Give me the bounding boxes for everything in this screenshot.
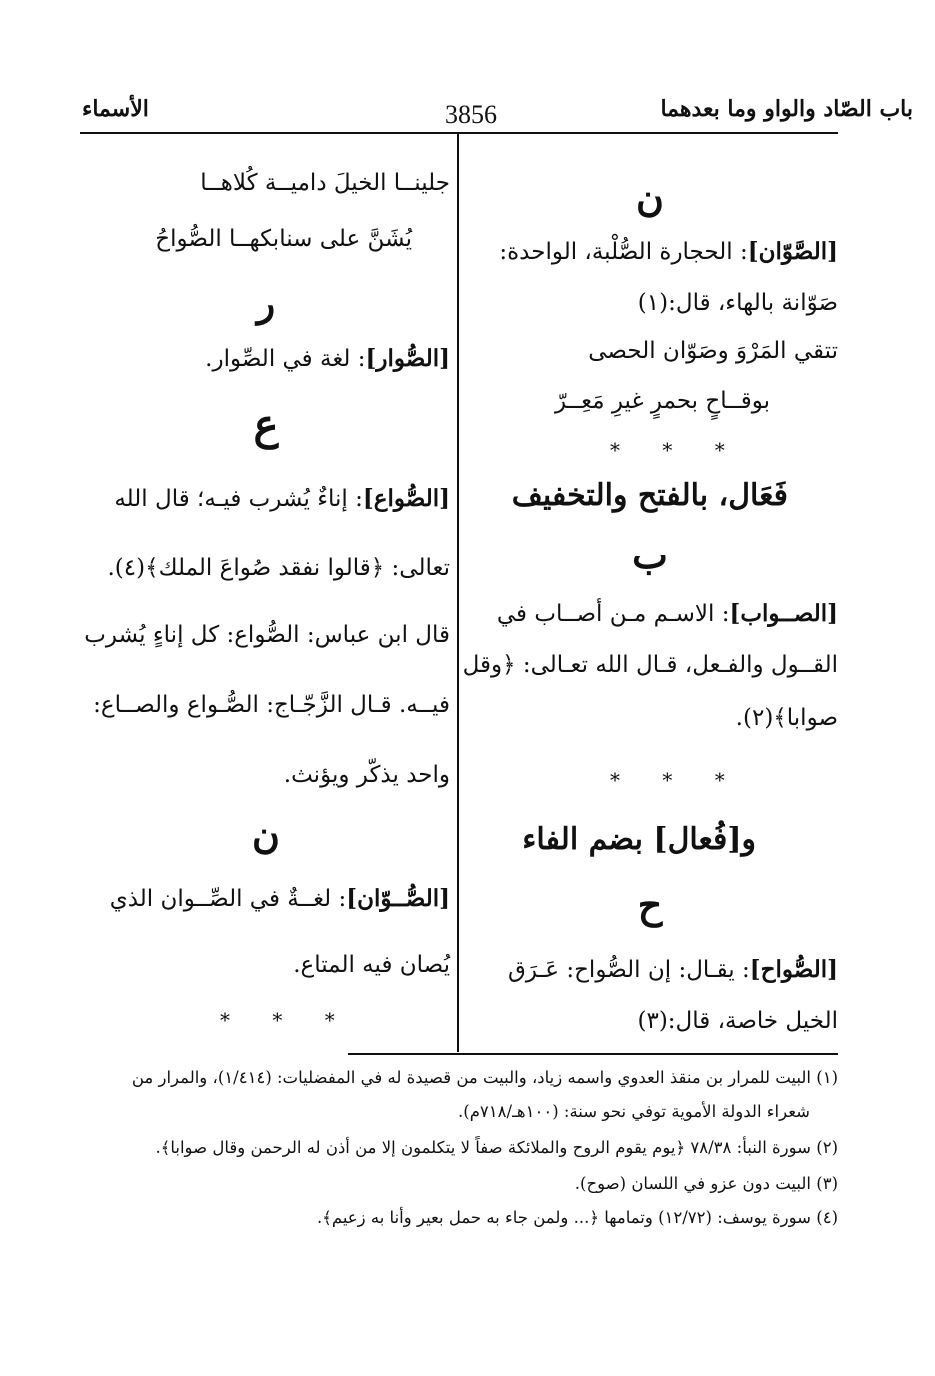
footnote-3: (٣) البيت دون عزو في اللسان (صوح). xyxy=(574,1174,838,1193)
entry-text: : الاسـم مـن أصــاب في xyxy=(496,601,730,627)
letter-heading-ra: ر xyxy=(256,280,276,325)
entry-headword: [الصُّواع] xyxy=(362,485,450,512)
footnote-2: (٢) سورة النبأ: ٧٨/٣٨ ﴿يوم يقوم الروح والملائكة صفاً لا يتكلمون إلا من أذن له الرحمن وقال صوابا﴾. xyxy=(155,1138,838,1157)
verse-line: يُشَنَّ على سنابكهــا الصُّواحُ xyxy=(155,226,412,252)
entry-suwa xyxy=(114,485,450,512)
entry-sawab xyxy=(497,600,838,627)
entry-text: صَوّانة بالهاء، قال:(١) xyxy=(637,290,838,316)
verse-line: تتقي المَرْوَ وصَوّان الحصى xyxy=(588,338,838,364)
entry-suwah xyxy=(508,956,838,983)
letter-heading-nun: ن xyxy=(636,175,664,220)
entry-text: صوابا﴾(٢). xyxy=(735,705,838,731)
entry-text: : الحجارة الصُّلْبة، الواحدة: xyxy=(499,239,748,265)
verse-line: بوقــاحٍ بحمرٍ غيرِ مَعِــرّ xyxy=(554,388,770,414)
section-separator: * * * xyxy=(610,768,743,792)
entry-text: فيــه. قـال الزَّجّـاج: الصُّـواع والصــاع: xyxy=(93,692,450,718)
entry-text: يُصان فيه المتاع. xyxy=(293,952,450,978)
running-header-left: الأسماء xyxy=(82,96,149,122)
entry-text: : لغــةٌ في الصِّــوان الذي xyxy=(109,886,347,912)
section-separator: * * * xyxy=(220,1008,353,1032)
footnote-rule xyxy=(348,1053,838,1055)
entry-text: : يقـال: إن الصُّواح: عَـرَق xyxy=(508,957,750,983)
entry-suwar xyxy=(205,345,450,372)
letter-heading-nun: ن xyxy=(252,812,280,857)
section-heading: فَعَال، بالفتح والتخفيف xyxy=(511,478,788,513)
letter-heading-ba: ب xyxy=(632,532,668,577)
section-heading: و[فُعال] بضم الفاء xyxy=(522,822,756,857)
entry-text: قال ابن عباس: الصُّواع: كل إناءٍ يُشرب xyxy=(84,622,450,648)
entry-text: تعالى: ﴿قالوا نفقد صُواعَ الملك﴾(٤). xyxy=(107,555,450,581)
letter-heading-ain: ع xyxy=(253,400,279,449)
entry-headword: [الصُّوار] xyxy=(365,345,450,372)
entry-text: : إناءٌ يُشرب فيـه؛ قال الله xyxy=(114,486,363,512)
entry-headword: [الصَّوّان] xyxy=(747,238,838,265)
entry-headword: [الصُّواح] xyxy=(749,956,838,983)
column-divider xyxy=(457,134,459,1052)
header-rule xyxy=(80,132,838,134)
footnote-4: (٤) سورة يوسف: (١٢/٧٢) وتمامها ﴿... ولمن جاء به حمل بعير وأنا به زعيم﴾. xyxy=(316,1208,838,1227)
footnote-1-cont: شعراء الدولة الأموية توفي نحو سنة: (١٠٠هـ/٧١٨م). xyxy=(458,1102,810,1121)
footnote-1: (١) البيت للمرار بن منقذ العدوي واسمه زياد، والبيت من قصيدة له في المفضليات: (١/٤١٤)، والمرار من xyxy=(131,1068,838,1087)
running-header-right: باب الصّاد والواو وما بعدهما xyxy=(660,96,913,122)
entry-text: : لغة في الصِّوار. xyxy=(205,346,366,372)
section-separator: * * * xyxy=(610,438,743,462)
entry-headword: [الصُّــوّان] xyxy=(346,885,450,912)
entry-headword: [الصــواب] xyxy=(729,600,838,627)
entry-text: القــول والفـعل، قـال الله تعـالى: ﴿وقل xyxy=(462,652,838,678)
entry-text: الخيل خاصة، قال:(٣) xyxy=(637,1008,838,1034)
letter-heading-ha: ح xyxy=(637,882,663,927)
entry-suwwan xyxy=(110,885,450,912)
page-number: 3856 xyxy=(445,100,497,129)
verse-line: جلينــا الخيلَ داميــة كُلاهــا xyxy=(200,170,450,196)
entry-sawwan xyxy=(499,238,838,265)
entry-text: واحد يذكّر ويؤنث. xyxy=(283,762,450,788)
